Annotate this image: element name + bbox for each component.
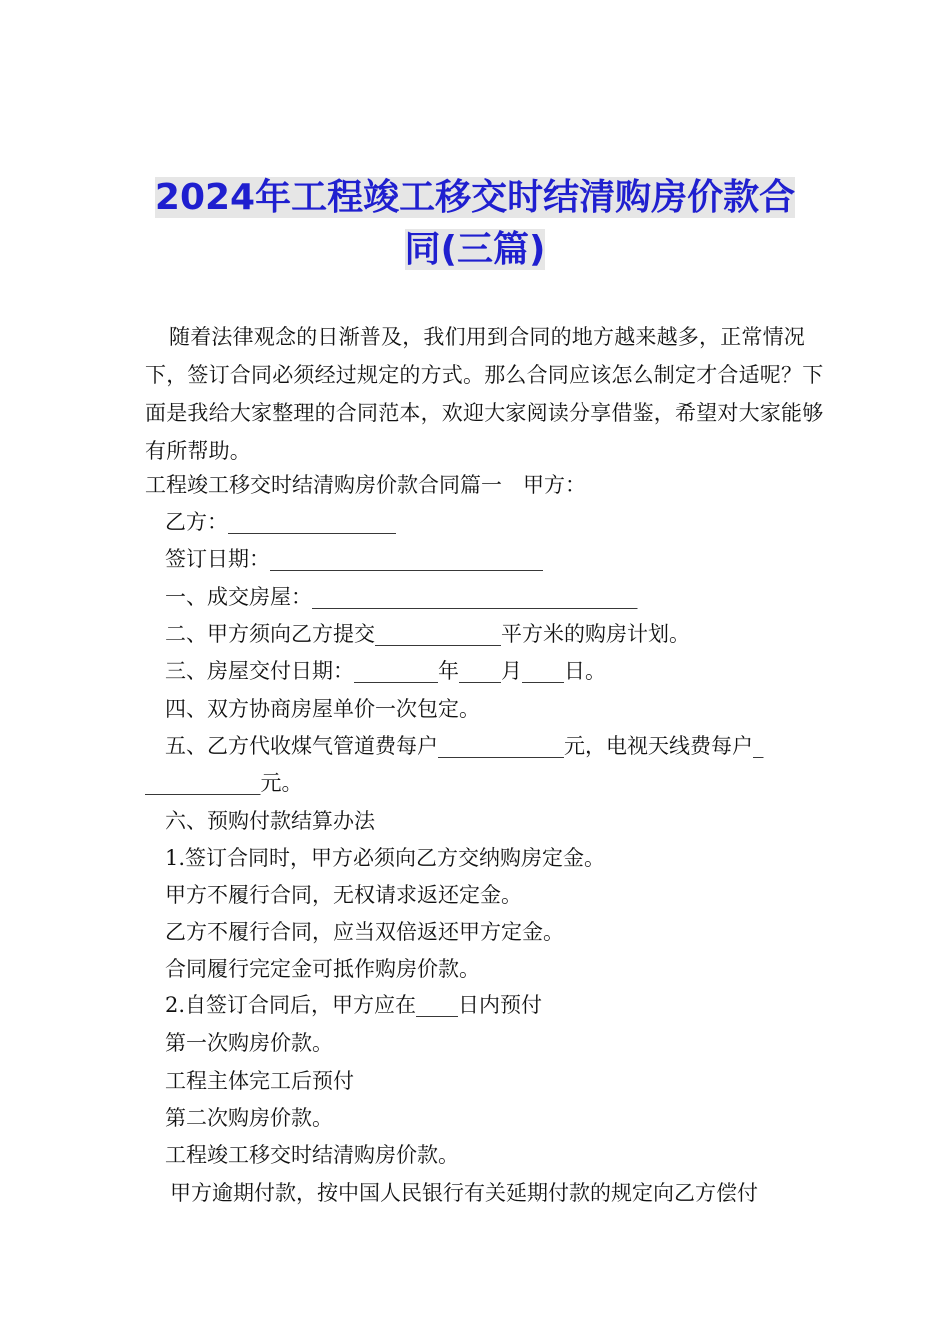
contract-line: 合同履行完定金可抵作购房价款。 [165,957,480,981]
contract-line: 工程竣工移交时结清购房价款。 [165,1143,459,1167]
contract-line: 1.签订合同时，甲方必须向乙方交纳购房定金。 [165,846,606,870]
contract-line: 2.自签订合同后，甲方应在____日内预付 [165,993,543,1017]
contract-line: 甲方逾期付款，按中国人民银行有关延期付款的规定向乙方偿付 [170,1181,758,1205]
intro-text: 随着法律观念的日渐普及，我们用到合同的地方越来越多，正常情况下，签订合同必须经过规定的方式。那么合同应该怎么制定才合适呢？下面是我给大家整理的合同范本，欢迎大家阅读分享借鉴，希望对大家能够有所帮助。 [145,325,824,463]
contract-line: 六、预购付款结算办法 [165,809,375,833]
contract-line: 五、乙方代收煤气管道费每户____________元，电视天线费每户_ [165,734,764,758]
contract-line: 四、双方协商房屋单价一次包定。 [165,697,480,721]
contract-line: 第一次购房价款。 [165,1031,333,1055]
contract-line: 甲方不履行合同，无权请求返还定金。 [165,883,522,907]
document-title [130,172,820,276]
contract-line: 签订日期：__________________________ [165,547,543,571]
contract-heading-line: 工程竣工移交时结清购房价款合同篇一 甲方： [145,473,586,497]
contract-line: 工程主体完工后预付 [165,1069,354,1093]
contract-line: 乙方不履行合同，应当双倍返还甲方定金。 [165,920,564,944]
title-line-2: 同(三篇) [404,229,546,270]
contract-line: 乙方：________________ [165,510,396,534]
intro-paragraph [145,318,835,470]
contract-line: 一、成交房屋：_______________________________ [165,585,638,609]
contract-line: 三、房屋交付日期：________年____月____日。 [165,659,606,683]
contract-line: 二、甲方须向乙方提交____________平方米的购房计划。 [165,622,690,646]
title-line-1: 2024年工程竣工移交时结清购房价款合 [154,177,796,218]
contract-line: 第二次购房价款。 [165,1106,333,1130]
contract-line: ___________元。 [145,771,303,795]
